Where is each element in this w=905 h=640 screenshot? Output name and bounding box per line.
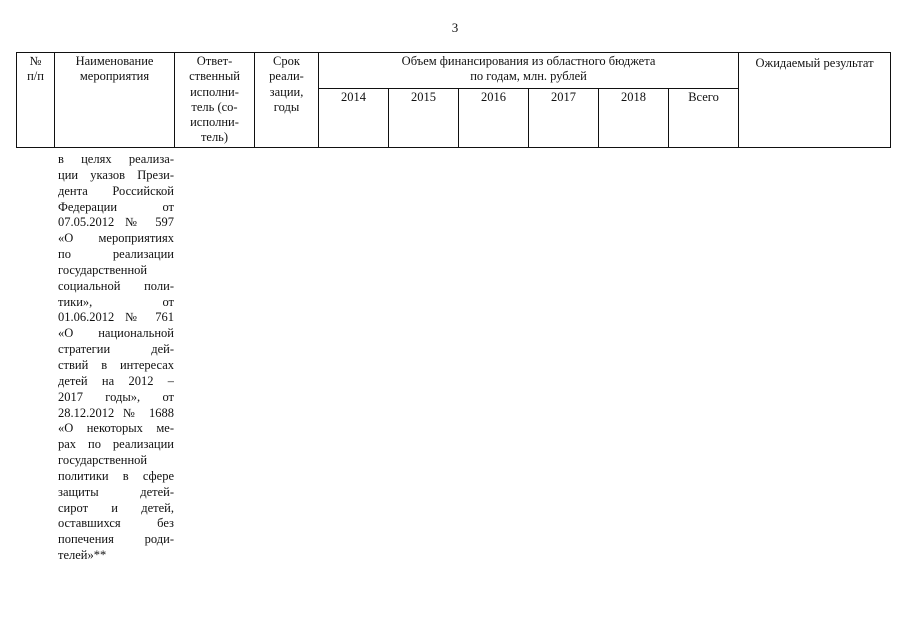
measure-text-line: попечения роди-: [58, 532, 174, 547]
header-term: [255, 53, 319, 148]
header-term-line: зации,: [269, 84, 304, 99]
measure-text-line: дента Российской: [58, 183, 174, 198]
header-responsible: [175, 53, 255, 148]
measure-text-line: тики», от: [58, 294, 174, 309]
header-responsible-line: исполни-: [190, 115, 239, 129]
measure-text-line: стратегии дей-: [58, 342, 174, 357]
header-year-2016: 2016: [459, 88, 529, 147]
measure-text-line: телей»**: [58, 548, 107, 563]
funding-plan-table: [16, 52, 891, 148]
header-year-2014: 2014: [319, 88, 389, 147]
measure-text-line: 07.05.2012 № 597: [58, 215, 174, 230]
page-number: 3: [451, 20, 459, 35]
header-year-2015: 2015: [389, 88, 459, 147]
header-result: Ожидаемый результат: [739, 53, 891, 148]
header-funding: [319, 53, 739, 89]
measure-text-line: «О национальной: [58, 326, 174, 341]
header-total: Всего: [669, 88, 739, 147]
header-term-line: Срок: [273, 54, 300, 68]
measure-text-line: оставшихся без: [58, 516, 174, 531]
measure-text-line: 2017 годы», от: [58, 389, 174, 404]
header-responsible-line: Ответ-: [196, 54, 233, 68]
measure-text-line: ции указов Прези-: [58, 167, 174, 182]
header-num-line: №: [29, 54, 42, 68]
measure-text-line: государственной: [58, 262, 148, 277]
header-num: [17, 53, 55, 148]
header-responsible-line: тель (со-: [191, 99, 238, 114]
header-term-line: годы: [273, 99, 300, 114]
header-term-line: реали-: [269, 69, 304, 84]
measure-text-line: Федерации от: [58, 199, 174, 214]
measure-text-line: по реализации: [58, 247, 174, 262]
header-responsible-line: тель): [200, 130, 229, 145]
measure-text-line: защиты детей-: [58, 484, 174, 499]
measure-text-line: в целях реализа-: [58, 152, 174, 166]
header-funding-line: Объем финансирования из областного бюджета: [401, 54, 656, 68]
measure-text-line: 28.12.2012 № 1688: [58, 405, 174, 420]
measure-text-line: политики в сфере: [58, 468, 174, 483]
measure-text-line: рах по реализации: [58, 437, 174, 452]
measure-description: [58, 152, 174, 564]
header-name: [55, 53, 175, 148]
measure-text-line: «О некоторых ме-: [58, 421, 174, 436]
measure-text-line: сирот и детей,: [58, 500, 174, 515]
measure-text-line: детей на 2012 –: [58, 373, 174, 388]
header-num-line: п/п: [27, 69, 44, 84]
header-year-2017: 2017: [529, 88, 599, 147]
header-name-line: мероприятия: [79, 69, 150, 84]
header-name-line: Наименование: [75, 54, 154, 68]
header-responsible-line: исполни-: [190, 84, 239, 99]
header-responsible-line: ственный: [189, 69, 240, 84]
measure-text-line: социальной поли-: [58, 278, 174, 293]
header-funding-line: по годам, млн. рублей: [470, 69, 587, 84]
measure-text-line: государственной: [58, 453, 148, 468]
header-year-2018: 2018: [599, 88, 669, 147]
measure-text-line: «О мероприятиях: [58, 231, 174, 246]
measure-text-line: 01.06.2012 № 761: [58, 310, 174, 325]
measure-text-line: ствий в интересах: [58, 357, 174, 372]
